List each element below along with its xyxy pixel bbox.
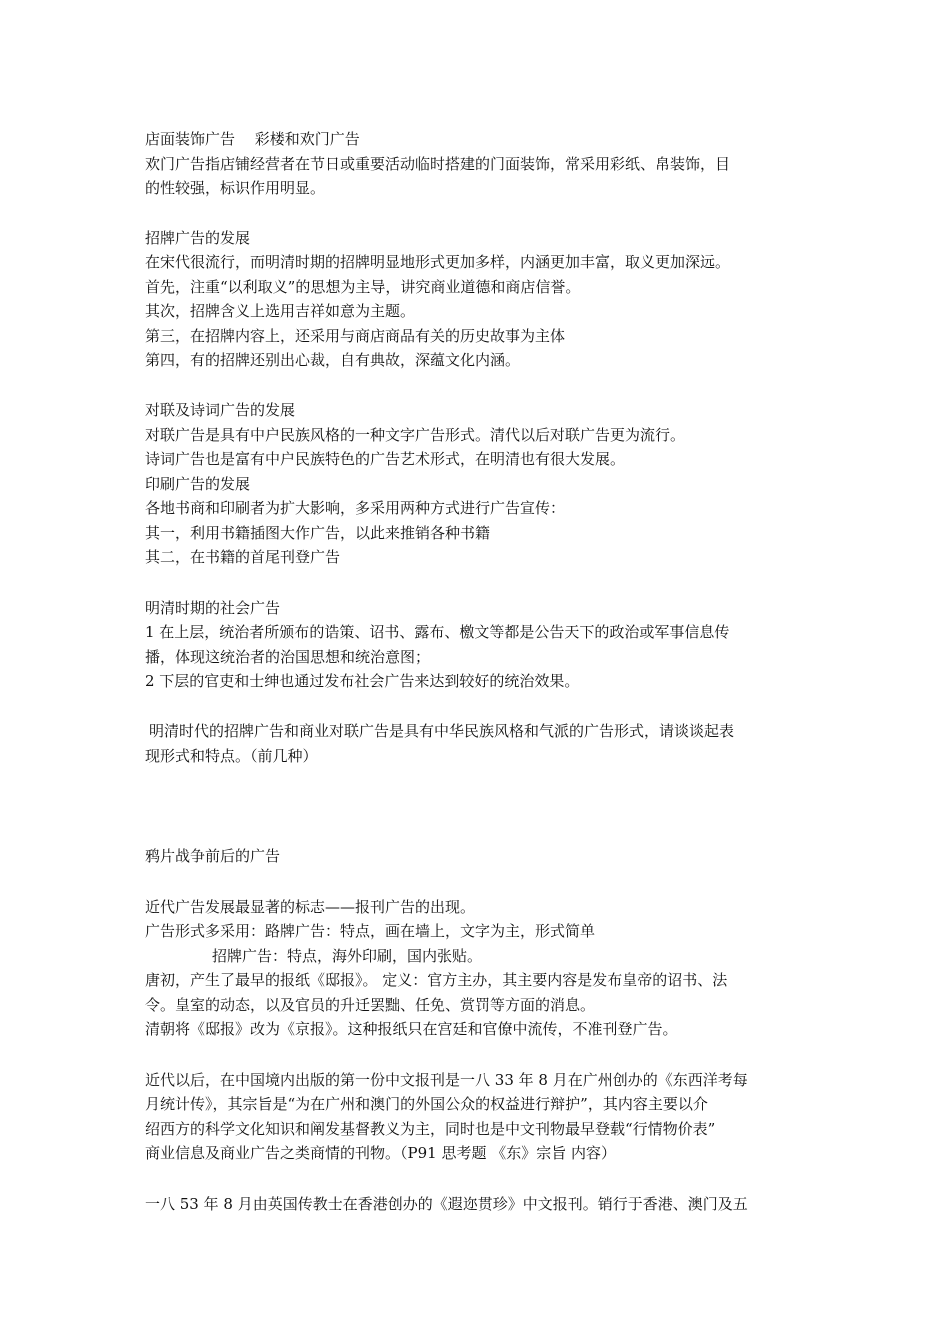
text-line: 近代广告发展最显著的标志——报刊广告的出现。 [145, 898, 476, 916]
text-line: 各地书商和印刷者为扩大影响，多采用两种方式进行广告宣传： [145, 499, 566, 517]
text-line: 唐初，产生了最早的报纸《邸报》。 定义：官方主办，其主要内容是发布皇帝的诏书、法 [145, 971, 728, 989]
text-line: 对联广告是具有中户民族风格的一种文字广告形式。清代以后对联广告更为流行。 [145, 426, 686, 444]
heading-storefront-ads: 店面装饰广告 彩楼和欢门广告 [145, 130, 360, 148]
text-line: 首先，注重“以利取义”的思想为主导，讲究商业道德和商店信誉。 [145, 278, 581, 296]
text-line: 月统计传》，其宗旨是“为在广州和澳门的外国公众的权益进行辩护”，其内容主要以介 [145, 1095, 708, 1113]
text-line: 的性较强，标识作用明显。 [145, 179, 326, 197]
text-line: 招牌广告：特点，海外印刷，国内张贴。 [212, 947, 483, 965]
text-line: 其一，利用书籍插图大作广告，以此来推销各种书籍 [145, 524, 491, 542]
text-line: 近代以后，在中国境内出版的第一份中文报刊是一八 33 年 8 月在广州创办的《东西洋考每 [145, 1071, 748, 1089]
text-line: 播，体现这统治者的治国思想和统治意图； [145, 648, 431, 666]
text-line: 清朝将《邸报》改为《京报》。这种报纸只在宫廷和官僚中流传，不准刊登广告。 [145, 1020, 678, 1038]
text-line: 在宋代很流行，而明清时期的招牌明显地形式更加多样，内涵更加丰富，取义更加深远。 [145, 253, 731, 271]
text-line: 1 在上层，统治者所颁布的诰策、诏书、露布、檄文等都是公告天下的政治或军事信息传 [145, 623, 730, 641]
text-line: 诗词广告也是富有中户民族特色的广告艺术形式，在明清也有很大发展。 [145, 450, 626, 468]
text-line: 商业信息及商业广告之类商情的刊物。（P91 思考题 《东》宗旨 内容） [145, 1144, 616, 1162]
heading-signboard-ads: 招牌广告的发展 [145, 229, 251, 247]
text-line: 第四，有的招牌还别出心裁，自有典故，深蕴文化内涵。 [145, 351, 521, 369]
text-line: 广告形式多采用：路牌广告：特点，画在墙上，文字为主，形式简单 [145, 922, 596, 940]
text-line: 第三，在招牌内容上，还采用与商店商品有关的历史故事为主体 [145, 327, 566, 345]
heading-social-ads: 明清时期的社会广告 [145, 599, 281, 617]
heading-couplet-poetry-ads: 对联及诗词广告的发展 [145, 401, 296, 419]
text-line: 绍西方的科学文化知识和阐发基督教义为主，同时也是中文刊物最早登载“行情物价表” [145, 1120, 716, 1138]
text-line: 其二，在书籍的首尾刊登广告 [145, 548, 341, 566]
question-line: 明清时代的招牌广告和商业对联广告是具有中华民族风格和气派的广告形式，请谈谈起表 [149, 722, 735, 740]
text-line: 欢门广告指店铺经营者在节日或重要活动临时搭建的门面装饰，常采用彩纸、帛装饰，目 [145, 155, 731, 173]
text-line: 2 下层的官吏和士绅也通过发布社会广告来达到较好的统治效果。 [145, 672, 580, 690]
text-line: 令。皇室的动态，以及官员的升迁罢黜、任免、赏罚等方面的消息。 [145, 996, 596, 1014]
text-line: 其次，招牌含义上选用吉祥如意为主题。 [145, 302, 416, 320]
heading-print-ads: 印刷广告的发展 [145, 475, 251, 493]
question-line: 现形式和特点。（前几种） [145, 747, 318, 765]
heading-opium-war-ads: 鸦片战争前后的广告 [145, 847, 281, 865]
text-line: 一八 53 年 8 月由英国传教士在香港创办的《遐迩贯珍》中文报刊。销行于香港、澳门及五 [145, 1195, 748, 1213]
